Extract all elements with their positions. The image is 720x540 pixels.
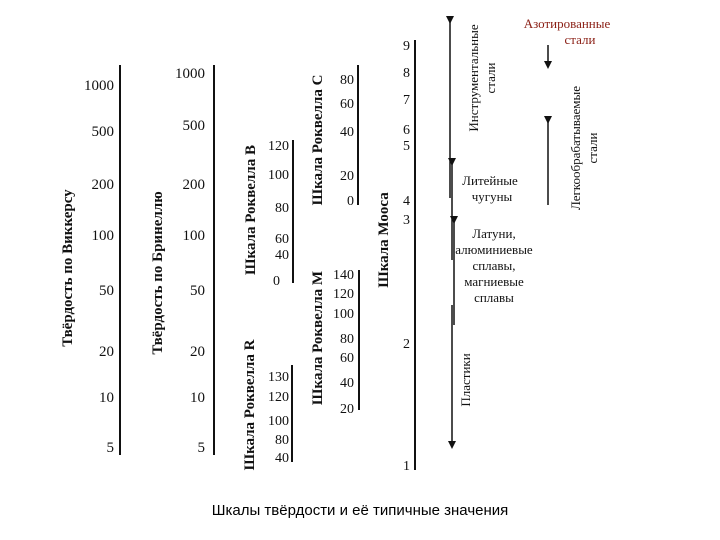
rockwell-c-tick-label: 60 bbox=[340, 97, 354, 112]
plastics-label: Пластики bbox=[458, 353, 473, 407]
rockwell-b-tick-label: 100 bbox=[268, 168, 289, 183]
machinable-steels-label: Легкообрабатываемые bbox=[568, 85, 583, 211]
mohs-tick-label: 8 bbox=[403, 66, 410, 81]
rockwell-b-scale bbox=[243, 139, 289, 289]
cast-irons-label: чугуны bbox=[471, 189, 513, 204]
mohs-tick-label: 1 bbox=[403, 459, 410, 474]
rockwell-m-tick-label: 20 bbox=[340, 402, 354, 417]
rockwell-m-tick-label: 80 bbox=[340, 332, 354, 347]
brinell-tick-label: 50 bbox=[190, 283, 205, 299]
rockwell-m-tick-label: 40 bbox=[340, 376, 354, 391]
mohs-tick-label: 9 bbox=[403, 39, 410, 54]
mohs-tick-label: 7 bbox=[403, 93, 410, 108]
brass-alloys-label: магниевые bbox=[464, 274, 524, 289]
brass-alloys-label: Латуни, bbox=[472, 226, 516, 241]
nitrided-steels-label: стали bbox=[564, 32, 596, 47]
rockwell-r-tick-label: 100 bbox=[268, 414, 289, 429]
vickers-tick-label: 50 bbox=[99, 283, 114, 299]
brinell-tick-label: 10 bbox=[190, 390, 205, 406]
rockwell-r-title: Шкала Роквелла R bbox=[242, 339, 258, 471]
mohs-tick-label: 5 bbox=[403, 139, 410, 154]
rockwell-b-tick-label: 40 bbox=[275, 248, 289, 263]
vickers-tick-label: 10 bbox=[99, 390, 114, 406]
rockwell-m-scale bbox=[310, 268, 354, 417]
machinable-steels-label: стали bbox=[585, 132, 600, 164]
rockwell-m-tick-label: 100 bbox=[333, 307, 354, 322]
vickers-tick-label: 20 bbox=[99, 344, 114, 360]
vickers-tick-label: 500 bbox=[91, 124, 114, 140]
rockwell-c-tick-label: 0 bbox=[347, 194, 354, 209]
brinell-scale bbox=[150, 66, 205, 456]
rockwell-b-tick-label: 60 bbox=[275, 232, 289, 247]
rockwell-c-title: Шкала Роквелла C bbox=[310, 74, 326, 206]
vickers-tick-label: 1000 bbox=[84, 78, 114, 94]
brinell-tick-label: 100 bbox=[182, 228, 205, 244]
brinell-title: Твёрдость по Бринеллю bbox=[150, 191, 166, 355]
brinell-tick-label: 5 bbox=[197, 440, 205, 456]
rockwell-r-tick-label: 120 bbox=[268, 390, 289, 405]
rockwell-c-tick-label: 20 bbox=[340, 169, 354, 184]
rockwell-c-scale bbox=[310, 73, 354, 209]
brinell-tick-label: 200 bbox=[182, 177, 205, 193]
rockwell-c-tick-label: 80 bbox=[340, 73, 354, 88]
rockwell-r-tick-label: 130 bbox=[268, 370, 289, 385]
rockwell-b-tick-label: 120 bbox=[268, 139, 289, 154]
rockwell-c-tick-label: 40 bbox=[340, 125, 354, 140]
rockwell-b-tick-label: 0 bbox=[273, 274, 280, 289]
brass-alloys-label: алюминиевые bbox=[455, 242, 533, 257]
vickers-scale bbox=[60, 78, 114, 456]
nitrided-steels-label: Азотированные bbox=[523, 16, 611, 31]
vickers-title: Твёрдость по Виккерсу bbox=[60, 189, 76, 347]
rockwell-r-tick-label: 40 bbox=[275, 451, 289, 466]
brinell-tick-label: 20 bbox=[190, 344, 205, 360]
brass-alloys-label: сплавы, bbox=[472, 258, 516, 273]
rockwell-m-tick-label: 140 bbox=[333, 268, 354, 283]
mohs-tick-label: 3 bbox=[403, 213, 410, 228]
vickers-tick-label: 100 bbox=[91, 228, 114, 244]
brinell-tick-label: 1000 bbox=[175, 66, 205, 82]
rockwell-r-scale bbox=[242, 339, 289, 470]
tool-steels-label: Инструментальные bbox=[466, 24, 481, 132]
rockwell-b-tick-label: 80 bbox=[275, 201, 289, 216]
brinell-tick-label: 500 bbox=[182, 118, 205, 134]
figure-caption: Шкалы твёрдости и её типичные значения bbox=[211, 502, 509, 519]
mohs-tick-label: 2 bbox=[403, 337, 410, 352]
mohs-tick-label: 6 bbox=[403, 123, 410, 138]
vickers-tick-label: 200 bbox=[91, 177, 114, 193]
mohs-scale bbox=[376, 39, 410, 474]
cast-irons-label: Литейные bbox=[462, 173, 518, 188]
brass-alloys-label: сплавы bbox=[474, 290, 514, 305]
rockwell-m-tick-label: 120 bbox=[333, 287, 354, 302]
rockwell-m-tick-label: 60 bbox=[340, 351, 354, 366]
mohs-tick-label: 4 bbox=[403, 194, 410, 209]
rockwell-m-title: Шкала Роквелла M bbox=[310, 270, 326, 406]
rockwell-r-tick-label: 80 bbox=[275, 433, 289, 448]
tool-steels-label: стали bbox=[483, 62, 498, 94]
mohs-title: Шкала Мооса bbox=[376, 192, 392, 288]
rockwell-b-title: Шкала Роквелла B bbox=[243, 145, 259, 275]
vickers-tick-label: 5 bbox=[106, 440, 114, 456]
